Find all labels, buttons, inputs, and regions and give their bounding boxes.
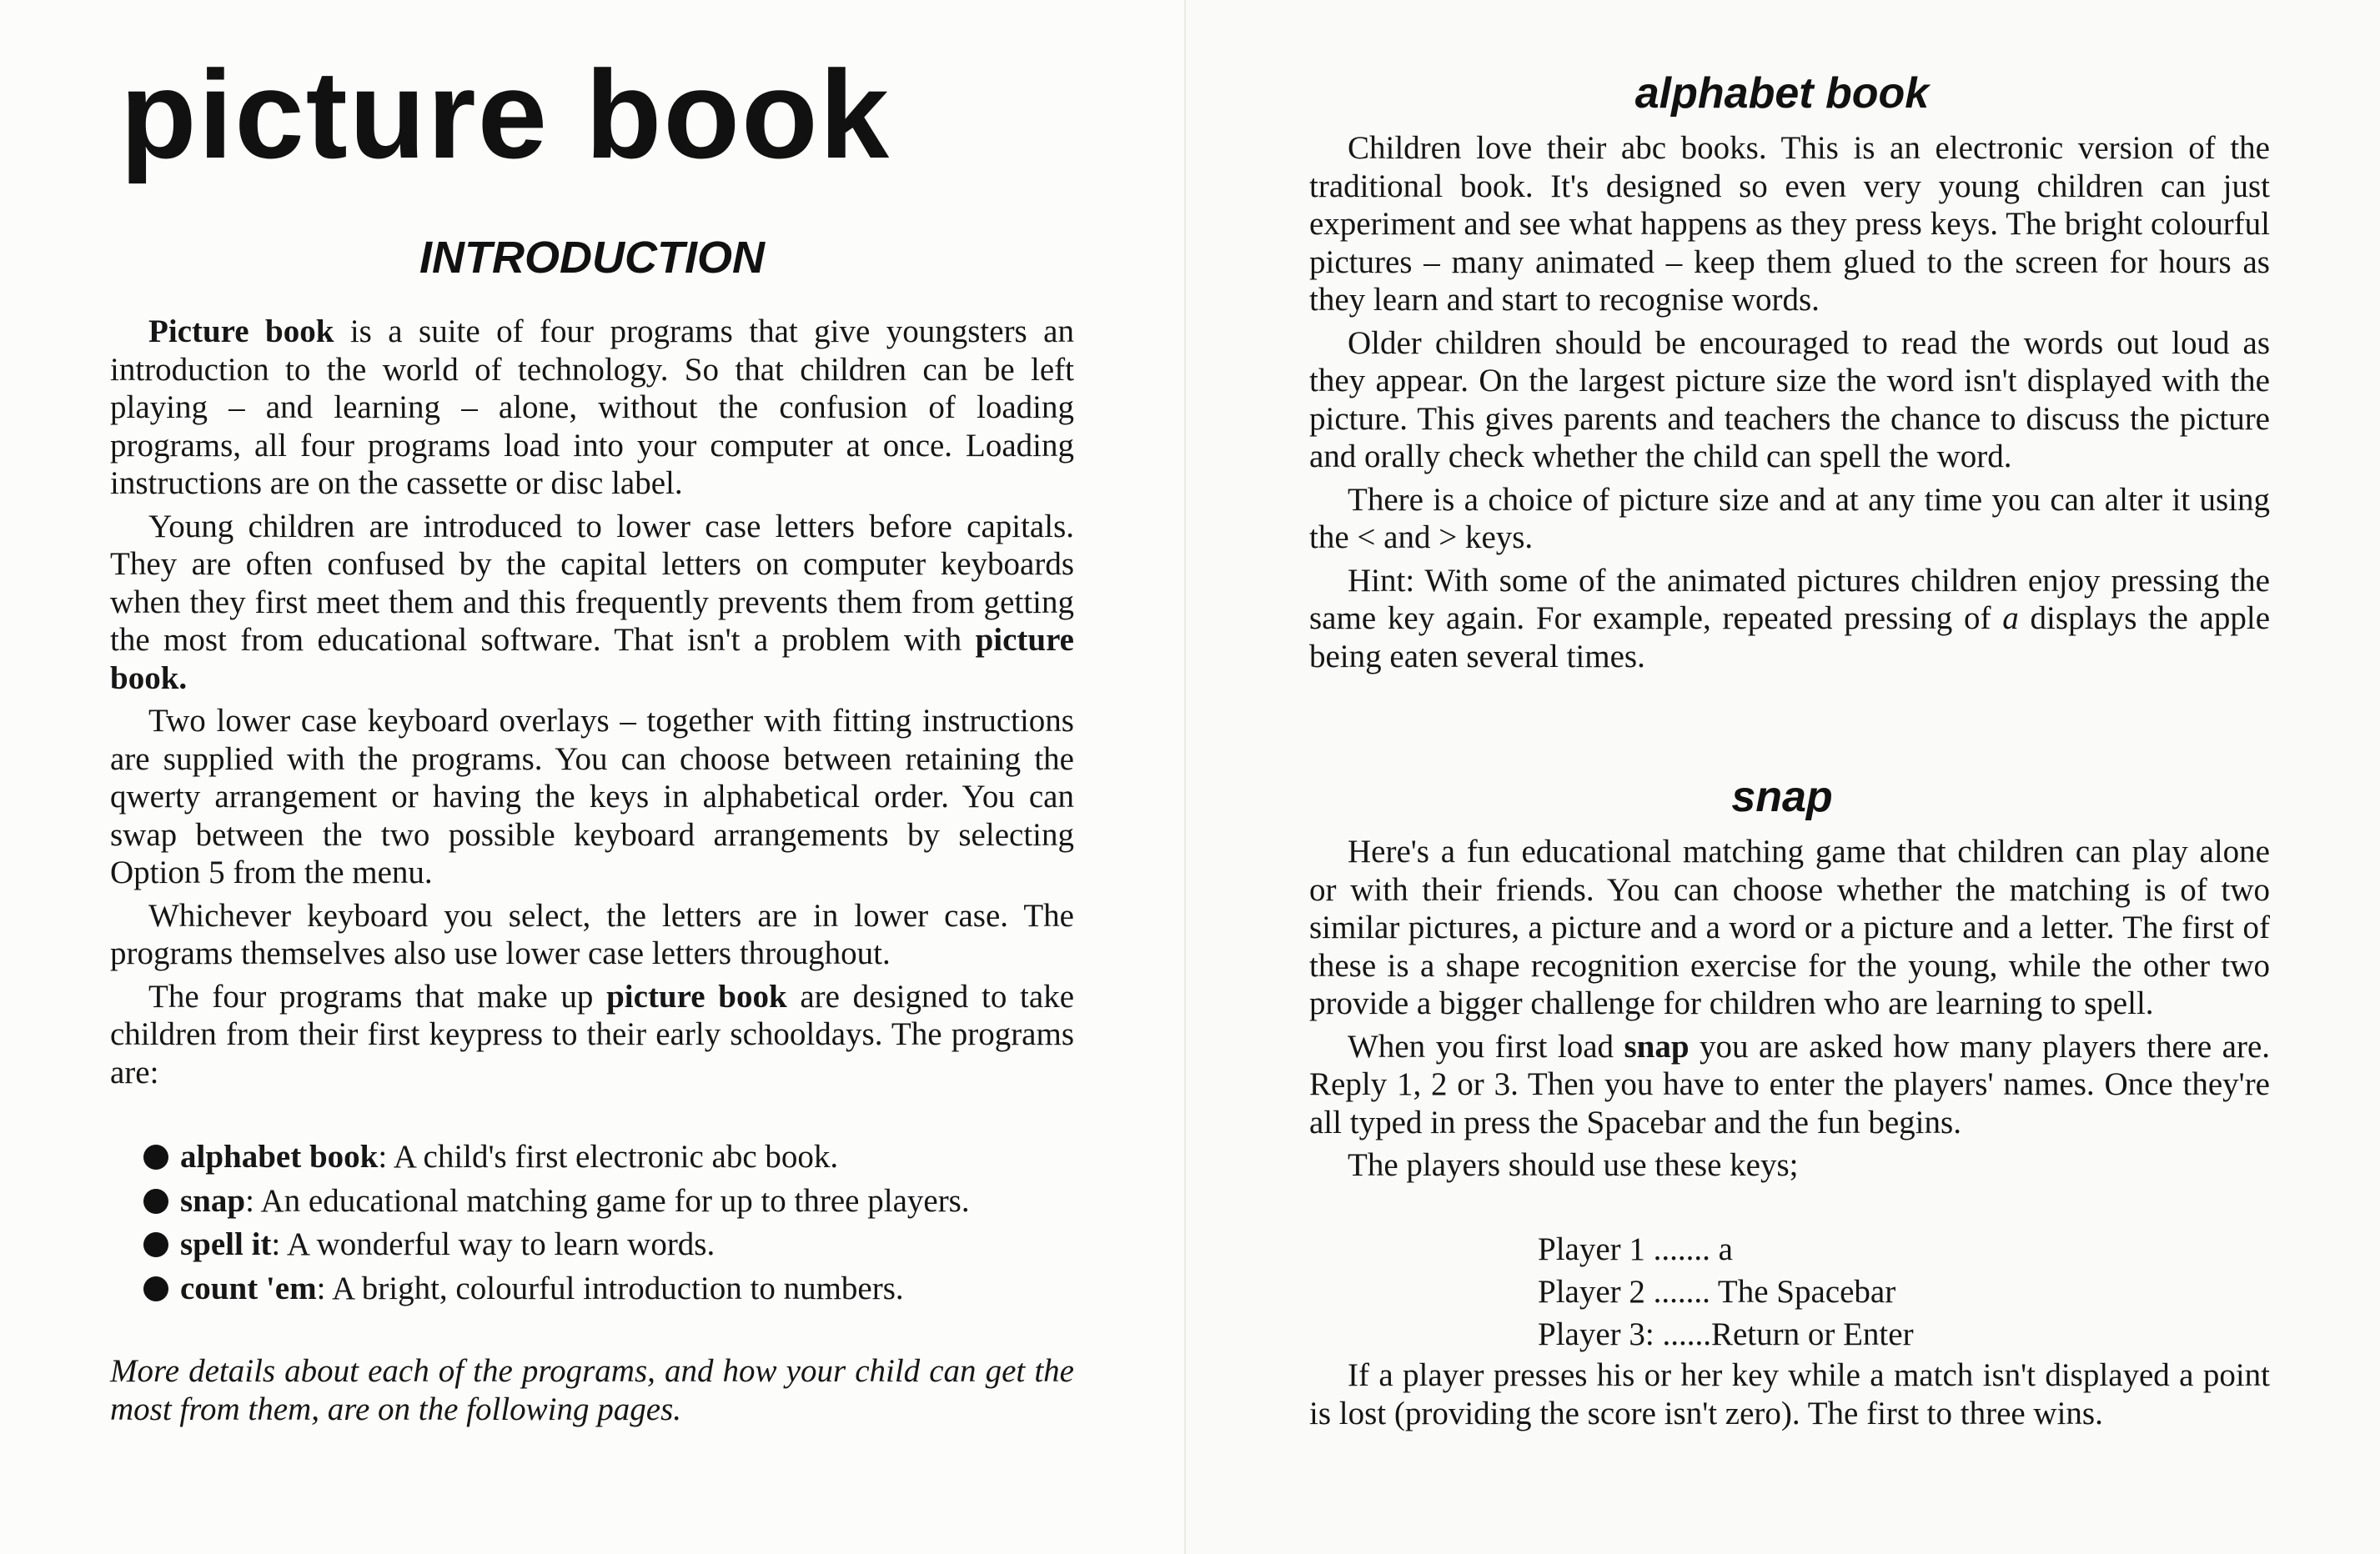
snap-strong-text: snap — [1624, 1028, 1690, 1065]
intro-paragraph-1 — [110, 313, 1074, 503]
bullet-icon — [143, 1276, 168, 1301]
alphabet-book-heading: alphabet book — [1634, 69, 1930, 118]
introduction-heading: INTRODUCTION — [419, 233, 765, 283]
alphabet-book-body — [1309, 129, 2270, 680]
bullet-icon — [143, 1189, 168, 1214]
intro-paragraph-3: Two lower case keyboard overlays – together with fitting instructions are supplied with the programs. You can choose between retaining the qwerty arrangement or having the keys in alphabetical order. You can swap between the two possible keyboard arrangements by selecting Option 5 from the menu. — [110, 703, 1074, 890]
hint-text: displays the apple being eaten several times. — [1309, 600, 2271, 674]
intro-paragraph-text: Young children are introduced to lower case letters before capitals. They are often confused by the capital letters on computer keyboards when they first meet them and this frequently prevents them from getting the most from educational software. That isn't a problem with — [110, 508, 1074, 658]
player-keys-list — [1538, 1228, 1914, 1356]
intro-paragraph-5 — [110, 978, 1074, 1092]
snap-text: you are asked how many players there are. Reply 1, 2 or 3. Then you have to enter the players' names. Once they're all typed in press the Spacebar and the fun begins. — [1309, 1028, 2270, 1140]
snap-paragraph-3: The players should use these keys; — [1348, 1147, 1799, 1183]
program-description: : A bright, colourful introduction to numbers. — [316, 1270, 904, 1306]
bullet-icon — [143, 1145, 168, 1170]
list-item — [143, 1226, 1077, 1263]
intro-strong-text: Picture book — [148, 313, 334, 349]
intro-paragraph-text: The four programs that make up — [148, 978, 607, 1015]
program-name: spell it — [180, 1226, 272, 1262]
list-item — [143, 1138, 1077, 1176]
snap-paragraph-1: Here's a fun educational matching game that children can play alone or with their friends. You can choose whether the matching is of two similar pictures, a picture and a word or a picture and a letter. The first of these is a shape recognition exercise for the young, while the other two provide a bigger challenge for children who are learning to spell. — [1309, 834, 2270, 1021]
program-list — [143, 1138, 1077, 1313]
closing-note: More details about each of the programs, and how your child can get the most from them, are on the following pages. — [110, 1353, 1074, 1427]
introduction-body — [110, 313, 1074, 1096]
intro-strong-text: picture book. — [110, 622, 1074, 696]
intro-paragraph-4: Whichever keyboard you select, the letters are in lower case. The programs themselves also use lower case letters throughout. — [110, 897, 1074, 971]
player-key-row: Player 2 ....... The Spacebar — [1538, 1274, 1896, 1310]
program-description: : An educational matching game for up to three players. — [245, 1182, 970, 1219]
hint-text: Hint: With some of the animated pictures children enjoy pressing the same key again. For example, repeated pressing of — [1309, 562, 2270, 636]
program-name: snap — [180, 1182, 246, 1219]
program-description: : A child's first electronic abc book. — [378, 1139, 839, 1175]
program-name: count 'em — [180, 1270, 317, 1306]
intro-strong-text: picture book — [606, 978, 787, 1015]
snap-paragraph-2 — [1309, 1028, 2270, 1142]
intro-paragraph-2 — [110, 508, 1074, 698]
alphabet-hint — [1309, 562, 2270, 676]
alphabet-paragraph-3: There is a choice of picture size and at any time you can alter it using the < and > keys. — [1309, 481, 2270, 555]
alphabet-paragraph-2: Older children should be encouraged to read the words out loud as they appear. On the largest picture size the word isn't displayed with the picture. This gives parents and teachers the chance to discuss the picture and orally check whether the child can spell the word. — [1309, 324, 2270, 474]
bullet-icon — [143, 1232, 168, 1257]
snap-heading: snap — [1731, 773, 1833, 821]
player-key-row: Player 1 ....... a — [1538, 1231, 1733, 1267]
player-key-row: Player 3: ......Return or Enter — [1538, 1316, 1914, 1352]
hint-key: a — [2002, 600, 2019, 636]
snap-text: When you first load — [1348, 1028, 1624, 1065]
intro-paragraph-text: are designed to take children from their first keypress to their early schooldays. The programs are: — [110, 978, 1075, 1090]
list-item — [143, 1182, 1077, 1220]
alphabet-paragraph-1: Children love their abc books. This is an electronic version of the traditional book. It's designed so even very young children can just experiment and see what happens as they press keys. The bright colourful pictures – many animated – keep them glued to the screen for hours as they learn and start to recognise words. — [1309, 130, 2270, 318]
program-name: alphabet book — [180, 1139, 379, 1175]
snap-body — [1309, 833, 2270, 1190]
list-item — [143, 1270, 1077, 1307]
snap-final-paragraph: If a player presses his or her key while a match isn't displayed a point is lost (providing the score isn't zero). The first to three wins. — [1309, 1357, 2270, 1431]
program-description: : A wonderful way to learn words. — [271, 1226, 716, 1262]
intro-paragraph-text: is a suite of four programs that give youngsters an introduction to the world of technology. So that children can be left playing – and learning – alone, without the confusion of loading programs, all four programs load into your computer at once. Loading instructions are on the cassette or disc label. — [110, 313, 1074, 501]
document-title: picture book — [120, 44, 891, 184]
